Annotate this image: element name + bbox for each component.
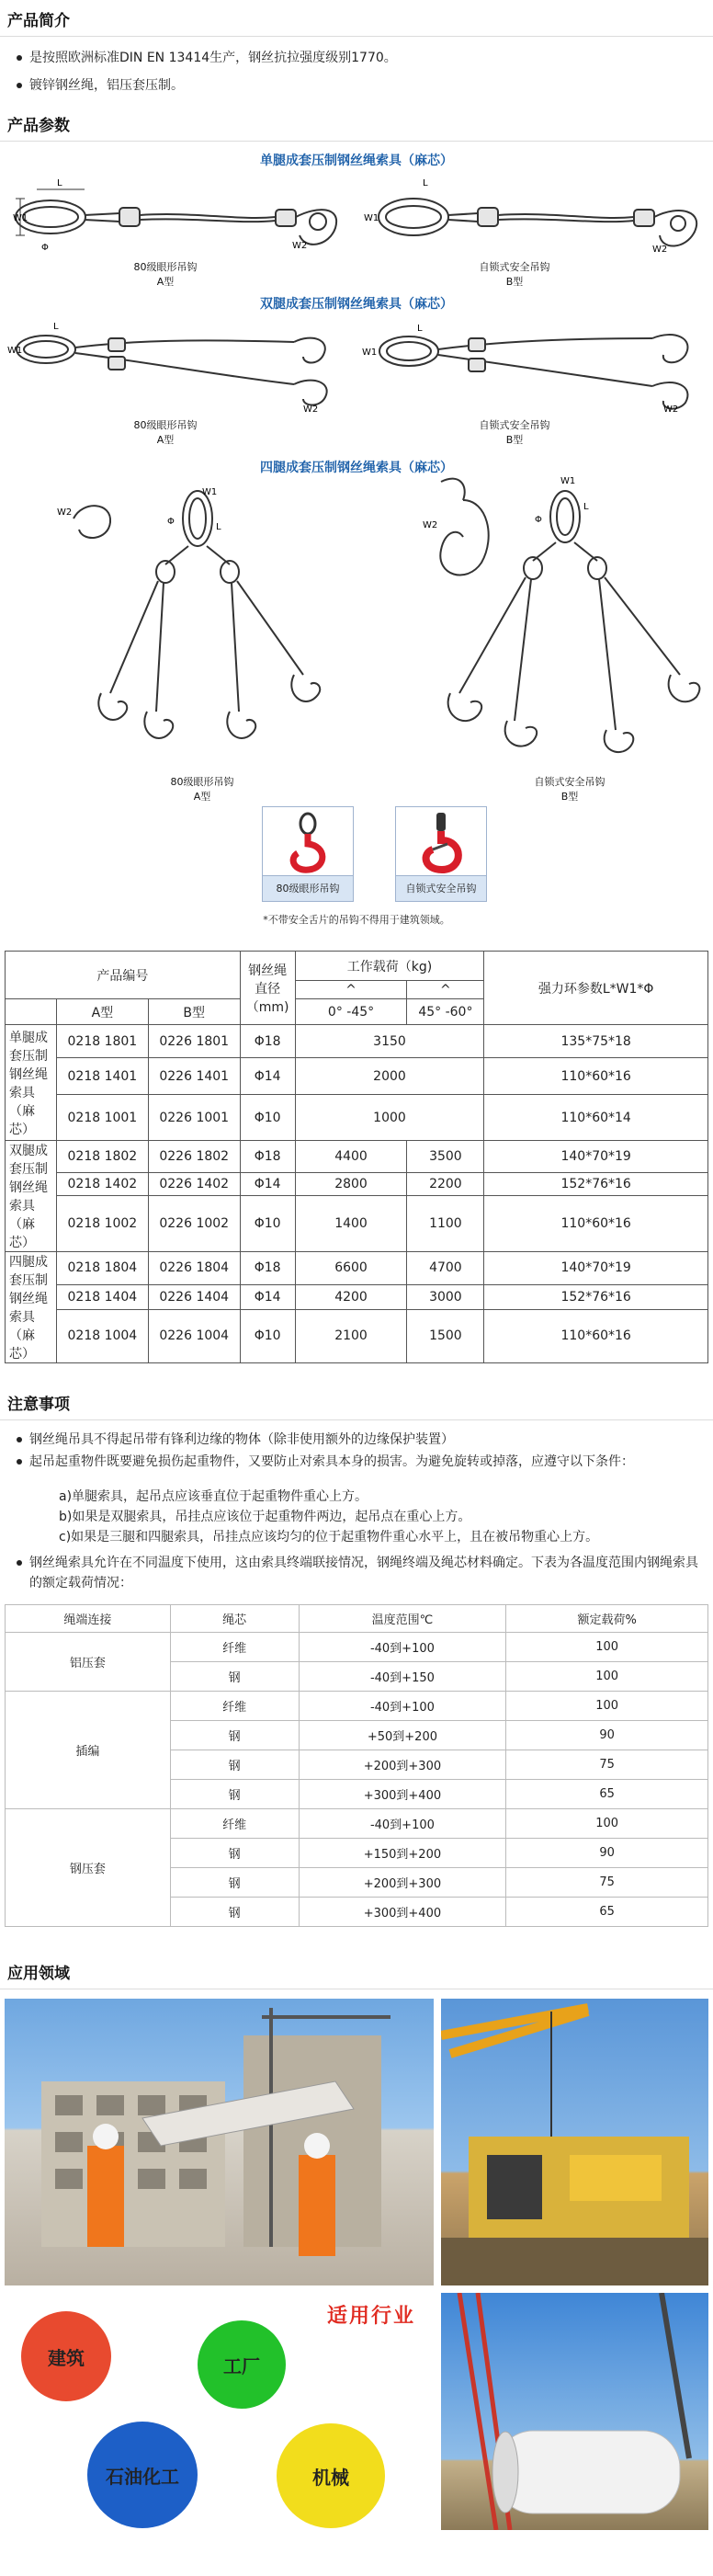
temp-group-name: 钢压套	[6, 1809, 171, 1927]
params-title: 产品参数	[0, 105, 713, 142]
notes-block	[0, 1420, 713, 1593]
temp-load: 100	[506, 1662, 708, 1692]
single-leg-a-drawing	[0, 171, 349, 272]
hook-self-box-label: 自锁式安全吊钩	[396, 875, 486, 901]
note-item: 钢丝绳吊具不得起吊带有锋利边缘的物体（除非使用额外的边缘保护装置）	[13, 1430, 704, 1450]
dim-phi-label: Φ	[167, 517, 175, 527]
temp-range: +50到+200	[299, 1721, 506, 1750]
four-leg-b-drawing	[423, 473, 713, 758]
spec-table	[5, 951, 708, 1363]
dim-w1-label: W1	[202, 487, 218, 497]
cell-b: 0226 1001	[148, 1095, 240, 1141]
cell-a: 0218 1002	[56, 1196, 148, 1252]
cell-a: 0218 1401	[56, 1058, 148, 1095]
h-angle-2: 45° -60°	[407, 999, 484, 1025]
dim-w2-label: W2	[652, 245, 668, 255]
temp-range: +300到+400	[299, 1780, 506, 1809]
cell-load-1: 6600	[295, 1252, 407, 1285]
temp-core: 钢	[170, 1750, 299, 1780]
cell-dia: Φ10	[240, 1196, 295, 1252]
dim-w1-label: W1	[7, 346, 23, 356]
application-photos	[0, 1999, 713, 2532]
note-sub-a: a)单腿索具，起吊点应该垂直位于起重物件重心上方。	[59, 1489, 368, 1504]
group-name: 单腿成套压制钢丝绳索具（麻芯）	[6, 1025, 57, 1141]
cell-a: 0218 1404	[56, 1284, 148, 1309]
single-a-hook-label: 80级眼形吊钩 A型	[133, 261, 198, 288]
cell-b: 0226 1801	[148, 1025, 240, 1058]
construction-scene	[5, 1999, 434, 2285]
temp-load: 65	[506, 1898, 708, 1927]
cell-load-1: 2100	[295, 1309, 407, 1362]
double-leg-a-drawing	[0, 313, 349, 414]
cell-load-1: 4400	[295, 1141, 407, 1173]
tower-section-photo	[441, 2293, 708, 2530]
double-leg-caption: 双腿成套压制钢丝绳索具（麻芯）	[260, 297, 453, 312]
cell-ring: 135*75*18	[484, 1025, 708, 1058]
construction-site-photo	[5, 1999, 434, 2285]
cell-b: 0226 1802	[148, 1141, 240, 1173]
h-load: 工作载荷（kg)	[295, 952, 484, 981]
single-leg-caption: 单腿成套压制钢丝绳索具（麻芯）	[260, 154, 453, 168]
industry-circle-construction: 建筑	[21, 2311, 111, 2401]
dim-w2-label: W2	[292, 241, 308, 251]
double-b-hook-label: 自锁式安全吊钩 B型	[479, 419, 550, 446]
cell-dia: Φ14	[240, 1058, 295, 1095]
temp-load: 90	[506, 1721, 708, 1750]
cell-b: 0226 1404	[148, 1284, 240, 1309]
cell-load: 1000	[295, 1095, 484, 1141]
cell-load-1: 2800	[295, 1172, 407, 1196]
temp-range: -40到+100	[299, 1692, 506, 1721]
temp-range: +200到+300	[299, 1868, 506, 1898]
cell-dia: Φ18	[240, 1252, 295, 1285]
temp-core: 纤维	[170, 1809, 299, 1839]
dim-w1-label: W1	[560, 476, 576, 486]
temp-load: 75	[506, 1868, 708, 1898]
temp-h-core: 绳芯	[170, 1605, 299, 1633]
h-type-a: A型	[56, 999, 148, 1025]
cell-dia: Φ18	[240, 1025, 295, 1058]
cell-load-2: 3000	[407, 1284, 484, 1309]
dim-l-label: L	[57, 178, 62, 188]
temp-core: 钢	[170, 1780, 299, 1809]
four-leg-a-drawing	[55, 482, 349, 758]
cell-b: 0226 1401	[148, 1058, 240, 1095]
cell-b: 0226 1004	[148, 1309, 240, 1362]
temp-load: 90	[506, 1839, 708, 1868]
dim-w2-label: W2	[57, 507, 73, 518]
note-item: 起吊起重物件既要避免损伤起重物件，又要防止对索具本身的损害。为避免旋转或掉落，应遵守以下条件：	[13, 1452, 704, 1472]
cell-b: 0226 1402	[148, 1172, 240, 1196]
crane-scene	[441, 1999, 708, 2285]
red-safety-hook-icon	[396, 807, 486, 875]
cell-dia: Φ18	[240, 1141, 295, 1173]
sling-figures	[0, 142, 713, 951]
h-ring: 强力环参数L*W1*Φ	[484, 952, 708, 1025]
cell-dia: Φ14	[240, 1172, 295, 1196]
group-name: 双腿成套压制钢丝绳索具（麻芯）	[6, 1141, 57, 1252]
dim-l-label: L	[53, 322, 59, 332]
h-angle-1: 0° -45°	[295, 999, 407, 1025]
note-sub-b: b)如果是双腿索具，吊挂点应该位于起重物件两边，起吊点在重心上方。	[59, 1510, 471, 1524]
dim-w1-label: W1	[13, 213, 28, 223]
hook-self-photo-box	[395, 806, 487, 902]
cell-ring: 152*76*16	[484, 1172, 708, 1196]
cell-ring: 110*60*16	[484, 1309, 708, 1362]
cell-load: 3150	[295, 1025, 484, 1058]
h-arrow: ^	[295, 981, 407, 999]
temp-load: 100	[506, 1809, 708, 1839]
double-a-hook-label: 80级眼形吊钩 A型	[133, 419, 198, 446]
cell-ring: 110*60*16	[484, 1058, 708, 1095]
temp-range: -40到+100	[299, 1633, 506, 1662]
applications-title: 应用领域	[0, 1953, 713, 1989]
intro-list	[0, 37, 713, 105]
temp-range: +300到+400	[299, 1898, 506, 1927]
dim-w2-label: W2	[663, 405, 679, 414]
temp-group-name: 插编	[6, 1692, 171, 1809]
cell-ring: 140*70*19	[484, 1141, 708, 1173]
cell-load-2: 1500	[407, 1309, 484, 1362]
dim-l-label: L	[216, 522, 221, 532]
temp-range: -40到+100	[299, 1809, 506, 1839]
temp-core: 钢	[170, 1662, 299, 1692]
temp-h-end: 绳端连接	[6, 1605, 171, 1633]
dim-phi-label: Φ	[535, 515, 542, 525]
cell-a: 0218 1402	[56, 1172, 148, 1196]
red-eye-hook-icon	[263, 807, 353, 875]
intro-title: 产品简介	[0, 0, 713, 37]
cell-ring: 110*60*16	[484, 1196, 708, 1252]
temp-h-load: 额定载荷%	[506, 1605, 708, 1633]
cell-dia: Φ10	[240, 1309, 295, 1362]
temp-h-range: 温度范围℃	[299, 1605, 506, 1633]
cell-load-1: 1400	[295, 1196, 407, 1252]
temp-range: -40到+150	[299, 1662, 506, 1692]
dim-l-label: L	[423, 178, 428, 188]
cell-load: 2000	[295, 1058, 484, 1095]
crane-lifting-photo	[441, 1999, 708, 2285]
dim-l-label: L	[417, 324, 423, 334]
temp-core: 纤维	[170, 1692, 299, 1721]
dim-w1-label: W1	[362, 348, 378, 358]
intro-bullet: 镀锌钢丝绳，铝压套压制。	[13, 72, 713, 99]
industry-circle-petrochemical: 石油化工	[87, 2422, 198, 2528]
hook-80-box-label: 80级眼形吊钩	[263, 875, 353, 901]
temp-load: 65	[506, 1780, 708, 1809]
cell-load-2: 1100	[407, 1196, 484, 1252]
temp-core: 钢	[170, 1898, 299, 1927]
temp-core: 纤维	[170, 1633, 299, 1662]
cell-dia: Φ10	[240, 1095, 295, 1141]
cell-ring: 110*60*14	[484, 1095, 708, 1141]
note-item: 钢丝绳索具允许在不同温度下使用，这由索具终端联接情况，钢绳终端及绳芯材料确定。下表为各温度范围内钢绳索具的额定载荷情况：	[13, 1553, 704, 1593]
temp-load: 100	[506, 1633, 708, 1662]
industry-circle-factory: 工厂	[198, 2320, 286, 2409]
cell-load-2: 2200	[407, 1172, 484, 1196]
temp-range: +150到+200	[299, 1839, 506, 1868]
four-leg-caption: 四腿成套压制钢丝绳索具（麻芯）	[260, 461, 453, 475]
cell-a: 0218 1802	[56, 1141, 148, 1173]
cell-load-1: 4200	[295, 1284, 407, 1309]
temp-group-name: 铝压套	[6, 1633, 171, 1692]
temp-load: 100	[506, 1692, 708, 1721]
hook-footnote: *不带安全舌片的吊钩不得用于建筑领域。	[263, 914, 450, 926]
h-type-b: B型	[148, 999, 240, 1025]
intro-bullet: 是按照欧洲标准DIN EN 13414生产，钢丝抗拉强度级别1770。	[13, 44, 713, 72]
cell-a: 0218 1004	[56, 1309, 148, 1362]
cell-b: 0226 1804	[148, 1252, 240, 1285]
h-dia: 钢丝绳直径（mm)	[240, 952, 295, 1025]
temp-core: 钢	[170, 1839, 299, 1868]
cell-a: 0218 1001	[56, 1095, 148, 1141]
cell-a: 0218 1804	[56, 1252, 148, 1285]
h-code: 产品编号	[6, 952, 241, 999]
cell-a: 0218 1801	[56, 1025, 148, 1058]
notes-title: 注意事项	[0, 1384, 713, 1420]
dim-w2-label: W2	[423, 520, 438, 530]
dim-w2-label: W2	[303, 405, 319, 414]
four-b-hook-label: 自锁式安全吊钩 B型	[534, 776, 605, 803]
temp-core: 钢	[170, 1721, 299, 1750]
cell-dia: Φ14	[240, 1284, 295, 1309]
dim-phi-label: Φ	[41, 243, 49, 253]
temp-core: 钢	[170, 1868, 299, 1898]
cell-ring: 140*70*19	[484, 1252, 708, 1285]
cell-b: 0226 1002	[148, 1196, 240, 1252]
industries-header: 适用行业	[326, 2304, 415, 2328]
hook-80-photo-box	[262, 806, 354, 902]
four-a-hook-label: 80级眼形吊钩 A型	[170, 776, 234, 803]
dim-l-label: L	[583, 502, 589, 512]
cell-load-2: 4700	[407, 1252, 484, 1285]
single-b-hook-label: 自锁式安全吊钩 B型	[479, 261, 550, 288]
industry-circle-machinery: 机械	[277, 2423, 385, 2528]
temp-load: 75	[506, 1750, 708, 1780]
single-leg-b-drawing	[358, 171, 713, 272]
cell-ring: 152*76*16	[484, 1284, 708, 1309]
note-sub-c: c)如果是三腿和四腿索具，吊挂点应该均匀的位于起重物件重心水平上，且在被吊物重心上方。	[59, 1530, 599, 1544]
temp-range: +200到+300	[299, 1750, 506, 1780]
temperature-table	[5, 1604, 708, 1927]
double-leg-b-drawing	[358, 313, 713, 414]
group-name: 四腿成套压制钢丝绳索具（麻芯）	[6, 1252, 57, 1363]
dim-w1-label: W1	[364, 213, 379, 223]
h-arrow: ^	[407, 981, 484, 999]
industries-graphic	[5, 2293, 434, 2530]
tower-scene	[441, 2293, 708, 2530]
cell-load-2: 3500	[407, 1141, 484, 1173]
